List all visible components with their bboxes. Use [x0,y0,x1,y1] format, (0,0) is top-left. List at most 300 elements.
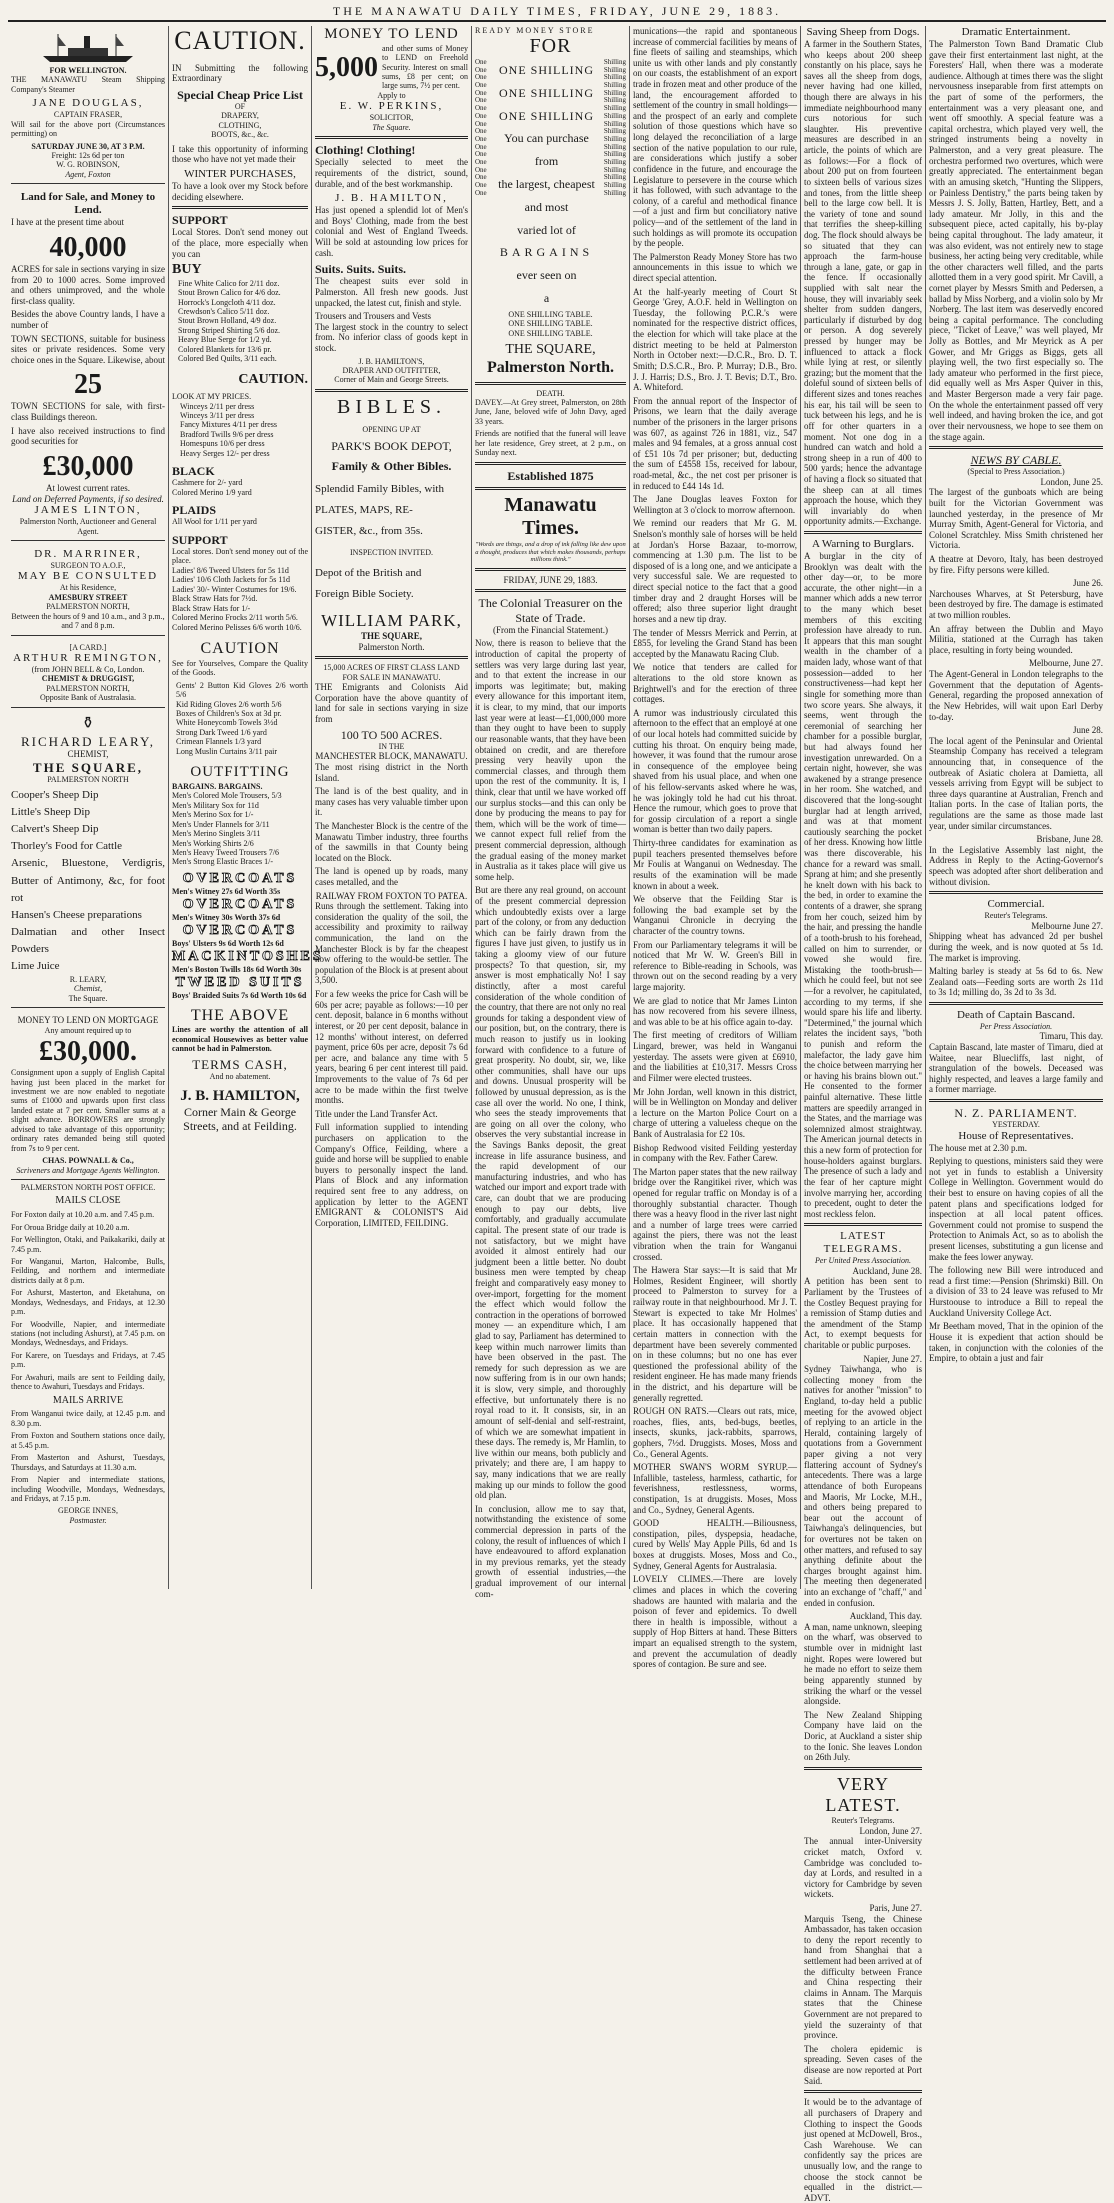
local-news-item: Mr John Jordan, well known in this district, will be in Wellington on Monday and deliver a lecture on the Marton Police Court on a charge of uttering a valueless cheque on the Bank of Australasia for £2 10s. [633,1086,797,1139]
side-word: Shilling [603,58,626,67]
product-item: Dalmatian and other Insect Powders [11,925,165,955]
established-line: Established 1875 [507,468,594,483]
mail-line: From Masterton and Ashurst, Tuesdays, Thursdays, and Saturdays at 11.30 a.m. [11,1453,165,1472]
perkins-title: SOLICITOR, [369,113,414,123]
press-association: Per United Press Association. [815,1256,911,1266]
leary-sign: Chemist, [73,984,103,994]
side-word: One [475,142,487,151]
ship-heading: FOR WELLINGTON. [49,66,127,75]
mails-arrive-heading: MAILS ARRIVE [52,1394,124,1406]
leary-sign: R. LEARY, [69,974,107,984]
plaids-heading: PLAIDS [172,503,217,518]
dateline: June 28. [1073,725,1103,736]
securities-figure: £30,000 [42,450,134,482]
buy-item: Colored Blankets for 13/6 pr. [178,344,272,354]
perkins-name: E. W. PERKINS, [339,100,444,113]
sheep-text: A farmer in the Southern States, who keeps about 200 sheep constantly on his place, says he saves all the sheep from dogs, never having had one killed, though there are always in his immediate neighbourhood many curs notorious for such slaughter. His preventive measures are described in an article, the points of which are as follows:—For a flock of about 200 put on from fourteen to sixteen bells of various sizes and tones, from the little sheep bell to the large cow bell. It is the variety of tone and sound that terrifies the sheep-killing dog. The flock should always be so situated that they can approach the farm-house through a lane, gate, or gap in the fence. If occasionally supplied with salt near the house, they will invariably seek shelter from sudden dangers, particularly if disturbed by dog or person. A dog severely pressed by hunger may be influenced to attack a flock while lying at rest, or silently grazing; but the moment that the doleful sound of sixteen bells of different sizes and tones reaches his ear, his tail will be seen to tuck between his legs, and he is off for other quarters in a moment. Not one dog in a hundred can watch and hold a strong sheep in a run of 400 to 500 yards; hence the advantage of having a flock so situated that the sheep can at all times approach the house, which they will invariably do when opportunity admits.—Exchange. [804,38,922,527]
purchase-line: from [534,154,559,169]
chemist-line: CHEMIST & DRUGGIST, [41,674,135,684]
bible-line: Splendid Family Bibles, with [315,483,444,496]
price-item: Bradford Twills 9/6 per dress [180,429,274,439]
reuters-label: Reuter's Telegrams. [984,911,1048,921]
mail-line: From Napier and intermediate stations, including Woodville, Mondays, Wednesdays, and Fridays, at 7.15 p.m. [11,1475,165,1503]
product-item: Hansen's Cheese preparations [11,908,142,921]
chemist-line: (from JOHN BELL & Co, London. [31,664,145,674]
local-news-item: LOVELY CLIMES.—There are lovely climes and places in which the covering shadows are haunted with malaria and the poison of fever and epidemics. To dwell there in health is impossible, without a supply of Hop Bitters at hand. These Bitters impart an equalised strength to the system, and prevent the accumulation of deadly spores of contagion. Be sure and see. [633,1574,797,1670]
cable-item: In the Legislative Assembly last night, the Address in Reply to the Acting-Governor's speech was adopted after short deliberation and without division. [929,844,1103,887]
block-text: The land is opened up by roads, many cases metalled, and the [315,866,468,887]
winter-heading: WINTER PURCHASES, [184,168,296,181]
masthead: THE MANAWATU DAILY TIMES, FRIDAY, JUNE 29, 1883. [8,4,1106,22]
support-text: Local Stores. Don't send money out of the place, more especially when you can [172,227,308,259]
side-word: Shilling [603,150,626,159]
side-word: Shilling [603,111,626,120]
side-word: One [475,127,487,136]
buy-item: Fine White Calico for 2/11 doz. [178,278,280,288]
land-line: TOWN SECTIONS, suitable for business sites or private residences. Some very choice ones in the Square. Likewise, about [11,333,165,365]
mail-line: From Wanganui twice daily, at 12.45 p.m. and 8.30 p.m. [11,1409,165,1428]
block-text: Runs through the settlement. Taking into consideration the quality of the soil, the accessibility and proximity to railway communication, the land on the Manchester Block is by far the cheapest now offering to the would-be settler. The population of the Block is at present about 3,500. [315,901,468,986]
side-word: Shilling [603,96,626,105]
table-line: ONE SHILLING TABLE. [508,319,593,329]
money-heading: MONEY TO LEND [324,26,459,42]
side-word: One [475,81,487,90]
opening-label: OPENING UP AT [362,425,421,435]
commercial-item: Shipping wheat has advanced 2d per bushel during the week, and is now quoted at 5s 1d. The market is improving. [929,931,1103,963]
side-word: Shilling [603,104,626,113]
table-line: ONE SHILLING TABLE. [508,328,593,338]
very-latest-heading: VERY LATEST. [825,1773,901,1815]
bascand-text: Captain Bascand, late master of Timaru, died at Waitee, near Bluecliffs, last night, of strangulation of the bowels. Deceased was highly respected, and leaves a large family and a former marriage. [929,1041,1103,1095]
mortgage-heading: MONEY TO LEND ON MORTGAGE [17,1015,159,1026]
caution-heading: CAUTION. [174,26,306,55]
chemist-line: PALMERSTON NORTH, [46,683,130,693]
support-heading-2: SUPPORT [172,532,228,547]
article-heading: The Colonial Treasurer on the State of Trade. [478,596,623,625]
funeral-text: Friends are notified that the funeral will leave her late residence, Grey street, at 2 p.m., on Sunday next. [475,429,626,458]
press-association: Per Press Association. [979,1021,1053,1031]
price-item: Winceys 2/11 per dress [180,401,255,411]
bible-line: PLATES, MAPS, RE- [315,504,413,517]
land-line: Besides the above Country lands, I have a number of [11,309,165,330]
hamilton-text: Has just opened a splendid lot of Men's and Boys' Clothing, made from the best colonial and West of England Tweeds. Will be sold at astounding low prices for cash. [315,205,468,258]
take-text: I take this opportunity of informing those who have not yet made their [172,143,308,165]
leary-line: PALMERSTON NORTH [47,774,129,784]
hamilton-name: J. B. HAMILTON, [180,1087,300,1104]
land-advert [11,187,165,541]
telegram-item: The cholera epidemic is spreading. Seven cases of the disease are now reported at Port Said. [804,2043,922,2086]
list-sub: DRAPERY, [221,111,259,121]
bargain-item: Men's Heavy Tweed Trousers 7/6 [172,847,279,857]
captain: CAPTAIN FRASER, [53,110,123,120]
glove-item: Gents' 2 Button Kid Gloves 2/6 worth 5/6 [176,680,308,700]
doctor-line: Between the hours of 9 and 10 a.m., and 3 p.m., and 7 and 8 p.m. [11,611,165,631]
block-text: The most rising district in the North Island. [315,761,468,783]
sail-date: SATURDAY JUNE 30, AT 3 P.M. [31,141,145,151]
side-word: One [475,65,487,74]
overcoats-heading: OVERCOATS [182,870,298,886]
support-item: Colored Merino Pelisses 6/6 worth 10/6. [172,622,302,632]
local-news-item: At the half-yearly meeting of Court St George 'Grey, A.O.F. held in Wellington on Tuesday, the following P.C.R.'s were nominated for the respective district offices, the election for which will take place at the district meeting to be held at Palmerston North in October next:—D.C.R., Bro. D. T. Smith; D.S.C.R., Bro. P. Murray; D.B., Bro. J. J. Harris; D.S., Bro. J. T. Bevis; D.T., Bro. A. Whiteford. [633,286,797,393]
mail-line: From Foxton and Southern stations once daily, at 5.45 p.m. [11,1431,165,1450]
purchase-line: and most [524,199,569,214]
mortgage-line: Any amount required up to [44,1025,132,1035]
outfitting-heading: OUTFITTING [190,764,290,781]
prices-heading: LOOK AT MY PRICES. [172,392,252,402]
black-heading: BLACK [172,464,215,479]
telegram-item: A petition has been sent to Parliament by the Trustees of the Costley Bequest praying for a remission of Stamp duties and the amendment of the Stamp Act, to exempt bequests for charitable or public purposes. [804,1276,922,1350]
overcoat-line: Men's Witney 27s 6d Worth 35s [172,887,281,897]
leary-line: CHEMIST, [67,748,109,759]
hamilton-sign: J. B. HAMILTON'S, [358,356,425,366]
mails-close-heading: MAILS CLOSE [55,1195,121,1207]
post-office-notice [11,1183,165,1525]
block-text: The Manchester Block is the centre of the Manawatu Timber industry, three fourths of the sawmills in that County being located on the Block. [315,820,468,863]
land-line: I have also received instructions to find good securities for [11,425,165,447]
support-heading: SUPPORT [172,213,228,228]
telegram-item: Marquis Tseng, the Chinese Ambassador, has taken occasion to deny the report recently to hand from Shanghai that a settlement had been arrived at of the difficulty between France and China respecting their claims in Annam. The Marquis states that the Chinese Government are not prepared to yield the suzerainty of that province. [804,1913,922,2041]
above-text: Lines are worthy the attention of all economical Housewives as better value cannot be had in Palmerston. [172,1025,308,1054]
apply-label: Apply to [377,90,406,100]
hamilton-address: Corner Main & George [183,1105,297,1120]
land-heading: Land for Sale, and Money to Lend. [20,191,156,217]
latest-heading: LATEST TELEGRAMS. [823,1230,903,1256]
side-word: One [475,150,487,159]
house-heading: House of Representatives. [958,1129,1074,1142]
steamship-icon [38,32,138,64]
glove-item: Crimean Flannels 1/3 yard [176,737,262,747]
dramatic-text: The Palmerston Town Band Dramatic Club gave their first entertainment last night, at the Foresters' Hall, when there was a moderate audience. Although at times there was the slight nervousness inseparable from first attempts on the part of some of the performers, the entertainment was a very pleasant one, and went off smoothly. A special feature was a capital orchestra, which played very well, the stringed instruments being a novelty in Palmerston, and a very great pleasure. The orchestra performed two overtures, which were greatly appreciated. The entertainment began with an amusing sketch, "Hunting the Slippers, or Painless Dentistry," the parts being taken by Messrs J. S. Jolly, Batten, Hartley, Bett, and a lady amateur. Mr Jolly, in this and the subsequent piece, acted capitally, his by-play being capital throughout. The lady amateur, it was also evident, was not entirely new to stage business, her acting being very creditable, while the other characters well filled, and the parts allotted them in a very good spirit. Mr Cavill, a cornet player by Messrs Smith and Pedersen, a ballad by Miss Norberg, and a violin solo by Mr Norberg. The last item was deservedly encored being a capital performance. The concluding piece, "Ticket of Leave," was well played, Mr Jolly as Bottles, and Mr Meyrick as A per Gower, and Mr Griggs as Biggs, gets all playing well, the two first especially so. The lady amateur who performed in the first piece, did equally well as Mrs Asper Quiver in this, and Master Bergerson made a very fair page. On the whole the entertainment passed off very well indeed, and having broken the ice, and got over their nervousness, we hope to see them on the stage again. [929,38,1103,442]
bargain-item: Men's Under Flannels for 3/11 [172,819,270,829]
no-abatement: And no abatement. [209,1072,271,1082]
inspection-label: INSPECTION INVITED. [349,547,434,557]
telegram-item: The annual inter-University cricket match, Oxford v. Cambridge was concluded to-day at Lords, and resulted in a victory for Cambridge by seven wickets. [804,1836,922,1900]
side-shilling-column [602,59,626,310]
mortgage-sign: Scriveners and Mortgage Agents Wellington. [16,1165,160,1175]
dateline: Napier, June 27. [863,1353,922,1364]
telegram-item: A man, name unknown, sleeping on the wharf, was observed to stumble over in midnight last night. Ropes were lowered but he made no effort to seize them being apparently stunned by striking the wharf or the vessel alongside. [804,1621,922,1707]
land-line: Land on Deferred Payments, if so desired. [12,493,164,504]
mail-line: For Wanganui, Marton, Halcombe, Bulls, Feilding, and northern and intermediate districts daily at 8 p.m. [11,1256,165,1285]
block-name: MANCHESTER BLOCK, MANAWATU. [315,751,468,762]
glove-item: Kid Riding Gloves 2/6 worth 5/6 [176,699,282,709]
side-word: Shilling [603,165,626,174]
article-paragraph: But are there any real ground, on account of the present commercial depression which undoubtedly exists over a large part of the colony, or from any deduction which can be fairly drawn from the figures I have just given, to justify us in taking a gloomy view of our future prospects? To that question, sir, my answer is most emphatically No! I say distinctly, after a most careful consideration of the whole condition of the country, that there are not only no real grounds for taking a despondent view of our position, but, on the contrary, there is much reason to justify us in looking forward with confidence to a future of great prosperity. No doubt, sir, we, like other communities, shall have our ups and downs. Unusual prosperity will be followed by unusual depression, as is the case all over the world. No one, I think, who sees the steady improvements that are going on all over the colony, who observes the very substantial increase in the Savings Banks deposit, the great increase in life assurance business, and the rapid development of our manufacturing industries, and who has watched our import and export trade with care, can doubt that we are producing enough to pay our debts, live comfortably, and gradually accumulate capital. The present state of our trade is not satisfactory, but we might have avoided it almost entirely had our judgment been a little better. No doubt business men were tempted by cheap freight and comparatively easy money to over-import, forgetting for the moment the effect which would follow the contraction in the operations of borrowed money — an expenditure which, I am glad to say, Parliament has determined to keep within much narrower limits than have been observed in the past. The remedy for such depression as we are now suffering from is in our own hands; it is slow, very simple, and thoroughly effective, but unfortunately there is no royal road to it. It consists, sir, in an amount of self-denial and self-restraint, of which we are somewhat impatient in these days. The remedy is, Mr Hamlin, to live within our means, both publicly and privately; and there are, I am happy to say, many indications that we are really making up our minds to follow the good old plan. [475,885,626,1501]
postmaster-title: Postmaster. [69,1515,107,1525]
parliament-item: The following new Bill were introduced and read a first time:—Pension (Shrimski) Bill. On a division of 33 to 24 leave was refused to Mr Hurstoouse to introduce a Bill to repeal the Auckland University College Act. [929,1265,1103,1318]
product-item: Cooper's Sheep Dip [11,789,99,802]
price-list-heading: Special Cheap Price List [177,87,303,102]
bargain-item: Men's Merino Singlets 3/11 [172,829,261,839]
local-news-item: Bishop Redwood visited Feilding yesterday in company with the Rev. Father Carew. [633,1142,797,1164]
bargains-line: BARGAINS [499,245,594,260]
bargain-item: Men's Merino Sox for 1/- [172,810,254,820]
bargain-item: Men's Working Shirts 2/6 [172,838,254,848]
overcoats-heading: OVERCOATS [182,896,298,912]
local-news-item: We are glad to notice that Mr James Linton has now recovered from his severe illness, and was able to be at his office again to-day. [633,995,797,1027]
land-line: TOWN SECTIONS for sale, with first-class Buildings thereon. [11,401,165,423]
clothing-heading: Clothing! Clothing! [315,143,416,158]
local-news-item: GOOD HEALTH.—Biliousness, constipation, piles, dyspepsia, headache, cured by Wells' May Apple Pills, 6d and 1s boxes at druggists. Moses, Moss and Co., Sydney, General Agents for Australasia. [633,1518,797,1571]
leary-line: THE SQUARE, [32,759,144,775]
freight: Freight: 12s 6d per ton [51,151,125,161]
for-label: FOR [529,35,572,58]
newspaper-title: Manawatu Times. [504,493,597,540]
product-item: Little's Sheep Dip [11,806,90,819]
sections-figure: 25 [74,369,102,401]
column-6 [800,26,925,2203]
purchase-line: You can purchase [504,131,589,146]
local-news-item: The first meeting of creditors of William Lingard, brewer, was held in Wanganui yesterday. The assets were given at £6910, and the liabilities at £10,317. Messrs Cross and Filmer were elected trustees. [633,1030,797,1083]
parliament-item: The house met at 2.30 p.m. [929,1142,1027,1153]
mail-line: For Ashurst, Masterton, and Eketahuna, on Mondays, Wednesdays, and Fridays, at 12.30 p.m. [11,1288,165,1317]
steamer-advert [11,26,165,184]
mail-line: For Foxton daily at 10.20 a.m. and 7.45 p.m. [11,1210,155,1220]
side-word: One [475,88,487,97]
agent-place: Agent, Foxton [65,169,111,179]
dateline: Paris, June 27. [869,1902,922,1913]
price-item: Homespuns 10/6 per dress [180,439,265,449]
square-heading: THE SQUARE, [505,342,596,358]
of-label: OF [234,102,246,112]
reuters-label: Reuter's Telegrams. [831,1816,895,1826]
hamilton-name: J. B. HAMILTON, [335,192,448,205]
product-item: Lime Juice [11,959,60,972]
death-heading: DEATH. [536,388,565,398]
mail-line: For Karere, on Tuesdays and Fridays, at 7.45 p.m. [11,1350,165,1370]
depot-line: Foreign Bible Society. [315,588,414,601]
glove-item: White Honeycomb Towels 3½d [176,718,278,728]
park-address: Palmerston North. [358,641,425,652]
price-item: Fancy Mixtures 4/11 per dress [180,420,278,430]
table-line: ONE SHILLING TABLE. [508,309,593,319]
shilling-line: ONE SHILLING [499,108,594,123]
perkins-address: The Square. [372,122,411,132]
mail-line: For Woodville, Napier, and intermediate stations (not including Ashurst), at 7.45 p.m. on Mondays, Wednesdays, and Fridays. [11,1319,165,1348]
intro-text: IN Submitting the following Extraordinary [172,62,308,84]
motto: "Words are things, and a drop of ink falling like dew upon a thought, produces that which makes thousands, perhaps millions think." [475,540,626,564]
side-word: Shilling [603,142,626,151]
telegram-item: The New Zealand Shipping Company have laid on the Doric, at Auckland a sister ship to the Ionic. She leaves London on 26th July. [804,1709,922,1763]
issue-date: FRIDAY, JUNE 29, 1883. [503,574,598,585]
local-news-item: A rumor was industriously circulated this afternoon to the effect that an employé at one of our local hotels had committed suicide by cutting his throat. On enquiry being made, however, it was found that the rumour arose in consequence of the employee being shaved from his usual place, and when one of his fellow-servants asked where he was, he was jokingly told he had cut his throat. Hence the rumour, which goes to prove that for gossip circulation of a report a single woman is better than two daily papers. [633,707,797,835]
purchase-line: ever seen on [516,268,577,283]
local-news-item: Thirty-three candidates for examination as pupil teachers presented themselves before Mr Foulis at Wanganui on Wednesday. The results of the examination will be made known in about a week. [633,838,797,891]
mortgage-advert [11,1011,165,1180]
hamilton-sign: DRAPER AND OUTFITTER, [342,366,441,376]
bargain-item: Men's Colored Mole Trousers, 5/3 [172,791,282,801]
land-line: ACRES for sale in sections varying in size from 20 to 1000 acres. Some improved and others unimproved, and the whole first-class quality. [11,263,165,306]
article-paragraph: In conclusion, allow me to say that, notwithstanding the existence of some commercial depression in parts of the colony, the result of influences of which I have endeavoured to afford explanation in my previous remarks, yet the steady growth of essential industries,—the gradual improvement of our internal com- [475,1503,626,1599]
black-item: Colored Merino 1/9 yard [172,487,252,497]
dramatic-heading: Dramatic Entertainment. [961,26,1071,38]
shilling-line: ONE SHILLING [499,63,594,78]
land-line: At lowest current rates. [46,482,130,493]
family-bibles: Family & Other Bibles. [331,459,452,474]
cable-item: A theatre at Devoro, Italy, has been destroyed by fire. Fifty persons were killed. [929,553,1103,575]
mortar-icon: ⚱ [81,714,95,732]
parliament-heading: N. Z. PARLIAMENT. [954,1106,1078,1120]
side-word: Shilling [603,81,626,90]
chemist-card [11,639,165,708]
money-text: and other sums of Money to LEND on Freehold Security. Interest on small sums, £8 per cent; on large sums, 7½ per cent. [382,43,468,91]
chemist-name: ARTHUR REMINGTON, [13,651,163,664]
article-source: (From the Financial Statement.) [493,624,608,635]
local-news-item: MOTHER SWAN'S WORM SYRUP.—Infallible, tasteless, harmless, cathartic, for feverishness, restlessness, worms, constipation, 1s at druggists. Moses, Moss and Co., Sydney, General Agents. [633,1462,797,1515]
dateline: Timaru, This day. [1039,1031,1103,1042]
side-word: One [475,73,487,82]
leary-sign: The Square. [68,993,108,1003]
dateline: June 26. [1073,578,1103,589]
above-heading: THE ABOVE [190,1006,290,1024]
support-item: Ladies' 30/- Winter Costumes for 19/6. [172,584,297,594]
local-news-item: From the annual report of the Inspector of Prisons, we learn that the daily average number of the prisoners in the larger prisons was 607, as against 726 in 1881, viz., 547 males and 94 females, at a gross annual cost of £51 10s 7d per prisoner; but, deducting the sum of £4558 15s, received for labour, road-metal, &c., the net cost per prisoner is in reduced to £44 14s 1d. [633,395,797,491]
side-word: One [475,165,487,174]
burglar-heading: A Warning to Burglars. [812,538,914,550]
column-7 [925,26,1106,1589]
product-item: Arsenic, Bluestone, Verdigris, Butter of Antimony, &c, for foot rot [11,857,165,904]
acres-figure: 40,000 [49,231,127,263]
doctor-line: AMESBURY STREET [48,592,128,602]
product-item: Calvert's Sheep Dip [11,823,99,836]
side-word: One [475,104,487,113]
ship-name: JANE DOUGLAS, [32,97,144,110]
doctor-line: At his Residence, [59,583,117,593]
mortgage-figure: £30,000. [39,1036,137,1068]
doctor-line: PALMERSTON NORTH, [46,602,130,612]
local-news-item: We remind our readers that Mr G. M. Snelson's monthly sale of horses will be held at Jordan's Horse Bazaar, to-morrow, commencing at 1.30 p.m. The list to be disposed of is a long one, and we anticipate a very successful sale. We are requested to direct special notice to the fact that a good timber dray and 2 draught Horses will be offered; also three superior light draught horses and a new tip dray. [633,518,797,624]
plaids-item: All Wool for 1/11 per yard [172,517,257,527]
cable-item: An affray between the Dublin and Mayo Militia, stationed at the Curragh has taken place, resulting in forty being wounded. [929,623,1103,655]
caution-heading-3: CAUTION [200,639,280,657]
local-news-item: We observe that the Feilding Star is following the bad example set by the Wanganui Chronicle in decrying the character of the country towns. [633,894,797,936]
commercial-heading: Commercial. [987,898,1045,911]
acres-text: THE Emigrants and Colonists Aid Corporation have the above quantity of land for sale in sections varying in size from [315,682,468,725]
cable-item: Narchouses Wharves, at St Petersburg, have been destroyed by fire. The damage is estimated at two million roubles. [929,588,1103,621]
cable-heading: NEWS BY CABLE. [970,453,1062,468]
side-word: Shilling [603,157,626,166]
parliament-item: Mr Beetham moved, That in the opinion of the House it is expedient that action should be taken, in conjunction with the colonies of the Empire, to obtain a just and fair [929,1321,1103,1364]
dateline: London, June 25. [1040,476,1103,487]
side-word: One [475,157,487,166]
park-depot: PARK'S BOOK DEPOT, [331,438,452,453]
agent-name: W. G. ROBINSON, [56,160,120,170]
overcoat-line: Boys' Ulsters 9s 6d Worth 12s 6d [172,939,284,949]
local-news-item: We notice that tenders are called for alterations to the old store known as Brightwell's and for the erection of three cottages. [633,662,797,705]
buy-item: Stout Brown Holland, 4/9 doz. [178,316,277,326]
terms-heading: TERMS CASH, [192,1056,288,1072]
side-word: Shilling [603,173,626,182]
doctor-advert [11,544,165,636]
press-association: (Special to Press Association.) [967,467,1065,477]
park-name: WILLIAM PARK, [321,611,462,631]
column-2 [168,26,324,1589]
side-word: One [475,173,487,182]
article-paragraph: Now, there is reason to believe that the introduction of capital the property of settlers was very large during last year, and to that extent the increase in our imports was legitimate; but, making every allowance for this important item, it is clear, to my mind, that our imports last year were at least—£1,000,000 more than they ought to have been to supply our reasonable wants, that they have been obtained on credit, and are therefore pressing very heavily upon the commercial classes, and through them upon the rest of the community. It is, I think, clear that until we have worked off our surplus stocks—and this can only be done by producing the means to pay for them, which will be the work of time—we cannot expect full relief from the present commercial depression, although the gradual easing of the money market in Australia as it takes place will give us some help. [475,638,626,882]
mack-line: Men's Boston Twills 18s 6d Worth 30s [172,965,302,975]
bargains-heading: BARGAINS. BARGAINS. [172,781,263,791]
column-3 [311,26,471,1589]
palmerston-heading: Palmerston North. [486,358,615,376]
acres-heading: 15,000 ACRES OF FIRST CLASS LAND FOR SALE IN MANAWATU. [323,663,460,682]
glove-item: Strong Dark Tweed 1/6 yard [176,727,267,737]
side-word: Shilling [603,73,626,82]
ship-line: Will sail for the above port (Circumstances permitting) on [11,119,165,139]
black-item: Cashmere for 2/- yard [172,478,243,488]
mackintoshes-heading: MACKINTOSHES [172,948,324,964]
money-figure: 5,000 [315,51,378,83]
trousers-line: Trousers and Trousers and Vests [315,311,432,322]
ready-money-advert [475,26,626,378]
overcoat-line: Men's Witney 30s Worth 37s 6d [172,913,281,923]
local-news-item: The Palmerston Ready Money Store has two announcements in this issue to which we direct special attention. [633,251,797,284]
product-item: Thorley's Food for Cattle [11,840,123,853]
article-continued: munications—the rapid and spontaneous increase of commercial facilities by means of fine fleets of sailing and steamships, which unite us with other lands and ply constantly on our coasts, the establishment of an export trade in frozen meat and other produce of the land, the encouragement afforded to settlement of the country in small holdings—and the prospect of an early and complete solution of those questions which have so long delayed the reconciliation of a large section of the native population to our rule, are considerations which justify a sober confidence in the future, and encourage the Legislature to persevere in the course which it has followed, with such advantage to the colony, of a careful and methodical finance—of a just and firm but conciliatory native policy—and of the settlement of the land in such holdings as will promote its occupation by the people. [633,26,797,249]
chemist-line: [A CARD.] [69,642,107,652]
side-word: One [475,111,487,120]
local-news-item: ROUGH ON RATS.—Clears out rats, mice, roaches, flies, ants, bed-bugs, beetles, insects, skunks, jack-rabbits, sparrows, gophers, 7½d. Druggists. Moses, Moss and Co., General Agents. [633,1406,797,1459]
support-item: Black Straw Hats for 7½d. [172,594,258,604]
chemist-line: Opposite Bank of Australasia. [40,693,136,703]
mortgage-sign: CHAS. POWNALL & Co., [42,1156,134,1166]
glove-item: Boxes of Children's Sox at 3d pr. [176,709,282,718]
side-word: One [475,96,487,105]
mail-line: For Awahuri, mails are sent to Feilding daily, thence to Awahuri, Tuesdays and Fridays. [11,1372,165,1392]
support-item: Ladies' 8/6 Tweed Ulsters for 5s 11d [172,565,289,575]
dateline: Melbourne June 27. [1031,920,1103,931]
depot-line: Depot of the British and [315,567,422,580]
side-word: Shilling [603,181,626,190]
telegram-item: Sydney Taiwhanga, who is collecting money from the natives for another "mission" to England, to-day held a public meeting for the avowed object of replying to an article in the Herald, containing largely of quotations from a Government paper giving a not very flattering account of Sydney's antecedents. There was a large attendance of both Europeans and Maoris, Mr Locke, M.H., and others being prepared to bear out the account of Taiwhanga's delinquencies, but for overtures not be taken on other matters, and refused to say anything definite about the charges brought against him. The meeting then degenerated into an exchange of "chaff," and ended in confusion. [804,1364,922,1608]
mail-line: For Oroua Bridge daily at 10.20 a.m. [11,1222,130,1232]
side-word: One [475,188,487,197]
purchase-line: the largest, cheapest [498,177,595,192]
in-the-label: IN THE [378,741,405,751]
hamilton-sign: Corner of Main and George Streets. [334,375,449,385]
doctor-line: SURGEON TO A.O.F., [50,560,126,570]
support-item: Colored Merino Frocks 2/11 worth 5/6. [172,613,298,623]
dateline: Auckland, This day. [849,1611,922,1622]
side-word: Shilling [603,188,626,197]
doctor-name: DR. MARRINER, [34,547,142,560]
list-sub: BOOTS, &c., &c. [211,130,269,140]
buy-item: Horrock's Longcloth 4/11 doz. [178,297,276,307]
linton-title: Palmerston North, Auctioneer and General Agent. [19,517,157,536]
land-line: I have at the present time about [11,217,124,228]
inspect-text: To have a look over my Stock before deciding elsewhere. [172,180,308,202]
local-news-item: The Hawera Star says:—It is said that Mr Holmes, Resident Engineer, will shortly proceed to Palmerston to survey for a railway route in that neighbourhood. Mr J. T. Stewart is expected to take Mr Holmes' place. It has occasionally happened that certain matters in connection with the department have been severely commented on in these columns; but no one has ever questioned the professional ability of the resident engineer. He has made many friends in the district, and his departure will be generally regretted. [633,1265,797,1403]
see-text: See for Yourselves, Compare the Quality of the Goods. [172,658,308,678]
sheep-heading: Saving Sheep from Dogs. [806,26,920,38]
price-item: Winceys 3/11 per dress [180,411,255,421]
postmaster-name: GEORGE INNES, [58,1506,118,1516]
column-5 [629,26,800,1670]
glove-item: Long Muslin Curtains 3/11 pair [176,746,278,756]
hamilton-address: Streets, and at Feilding. [183,1119,297,1134]
buy-item: Heavy Blue Serge for 1/2 yd. [178,335,272,345]
overcoats-heading: OVERCOATS [182,922,298,938]
purchase-line: a [543,291,550,305]
local-news-item: The Jane Douglas leaves Foxton for Wellington at 3 o'clock to morrow afternoon. [633,494,797,515]
column-1 [8,26,168,1589]
side-word: Shilling [603,65,626,74]
mortgage-text: Consignment upon a supply of English Capital having just been placed in the market for investment we are now enabled to negotiate sums of £1000 and upwards upon first class landed estate at 7 per cent. Smaller sums at a slight advance. BORROWERS are strongly advised to take advantage of this opportunity; ordinary rates demanded being still quoted from 7s to 9 per cent. [11,1068,165,1153]
tweed-line: Boys' Braided Suits 7s 6d Worth 10s 6d [172,991,307,1001]
doctor-line: MAY BE CONSULTED [17,570,159,583]
column-4 [471,26,629,1599]
death-text: DAVEY.—At Grey street, Palmerston, on 28th June, Jane, beloved wife of John Davy, aged 33 years. [475,397,626,426]
bargain-item: Men's Strong Elastic Braces 1/- [172,857,273,867]
